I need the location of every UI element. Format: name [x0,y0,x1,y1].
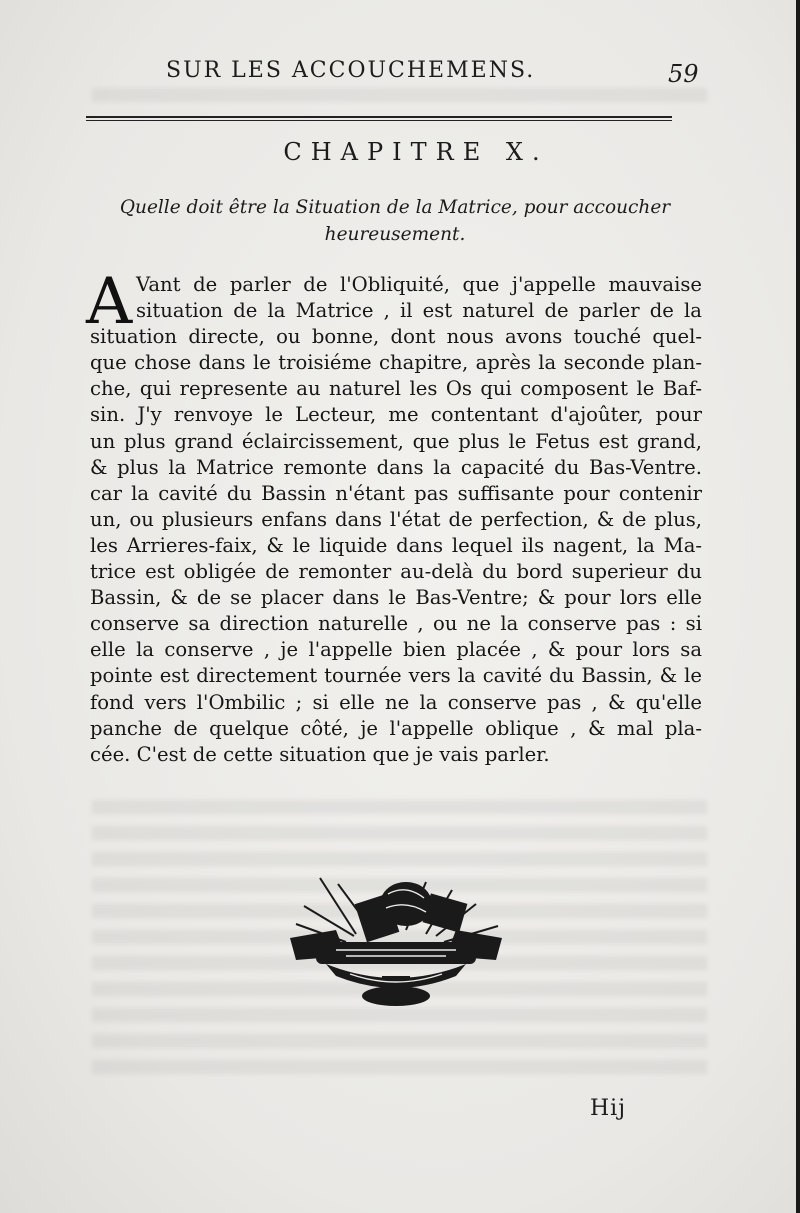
text-line: les Arrieres-faix, & le liquide dans lequel ils nagent, la Ma- [90,533,702,557]
bleed-through [92,826,707,840]
bleed-through [92,1034,707,1048]
bleed-through [92,88,707,102]
text-line: fond vers l'Ombilic ; si elle ne la conserve pas , & qu'elle [90,690,702,714]
text-line: car la cavité du Bassin n'étant pas suffisante pour contenir [90,481,702,505]
chapter-subtitle: Quelle doit être la Situation de la Matrice, pour accoucher heureusement. [119,197,671,245]
bleed-through [92,1060,707,1074]
basket-of-instruments-ornament [276,864,516,1014]
running-head: SUR LES ACCOUCHEMENS. [166,58,536,83]
text-line: panche de quelque côté, je l'appelle oblique , & mal pla- [90,716,702,740]
text-line: elle la conserve , je l'appelle bien placée , & pour lors sa [90,638,702,662]
text-line: un, ou plusieurs enfans dans l'état de perfection, & de plus, [90,507,702,531]
page-number: 59 [668,60,699,88]
text-line: que chose dans le troisiéme chapitre, après la seconde plan- [90,351,702,375]
text-line: pointe est directement tournée vers la cavité du Bassin, & le [90,664,702,688]
signature-mark: Hij [590,1096,627,1121]
text-line: trice est obligée de remonter au-delà du bord superieur du [90,560,702,584]
drop-capital: A [86,265,133,339]
text-line: conserve sa direction naturelle , ou ne la conserve pas : si [90,612,702,636]
text-line: che, qui represente au naturel les Os qui composent le Baf- [90,377,702,401]
text-line: situation de la Matrice , il est naturel de parler de la [136,299,702,323]
header-rule [86,116,672,121]
text-line: Bassin, & de se placer dans le Bas-Ventre; & pour lors elle [90,586,702,610]
bleed-through [92,800,707,814]
chapter-title: CHAPITRE X. [283,138,549,166]
text-line: cée. C'est de cette situation que je vais parler. [90,742,550,766]
body-paragraph [90,272,702,768]
text-line: sin. J'y renvoye le Lecteur, me contentant d'ajoûter, pour [90,403,702,427]
text-line: Vant de parler de l'Obliquité, que j'appelle mauvaise [136,273,702,296]
text-line: & plus la Matrice remonte dans la capacité du Bas-Ventre. [90,455,702,479]
text-line: situation directe, ou bonne, dont nous avons touché quel- [90,325,702,349]
text-line: un plus grand éclaircissement, que plus le Fetus est grand, [90,429,702,453]
